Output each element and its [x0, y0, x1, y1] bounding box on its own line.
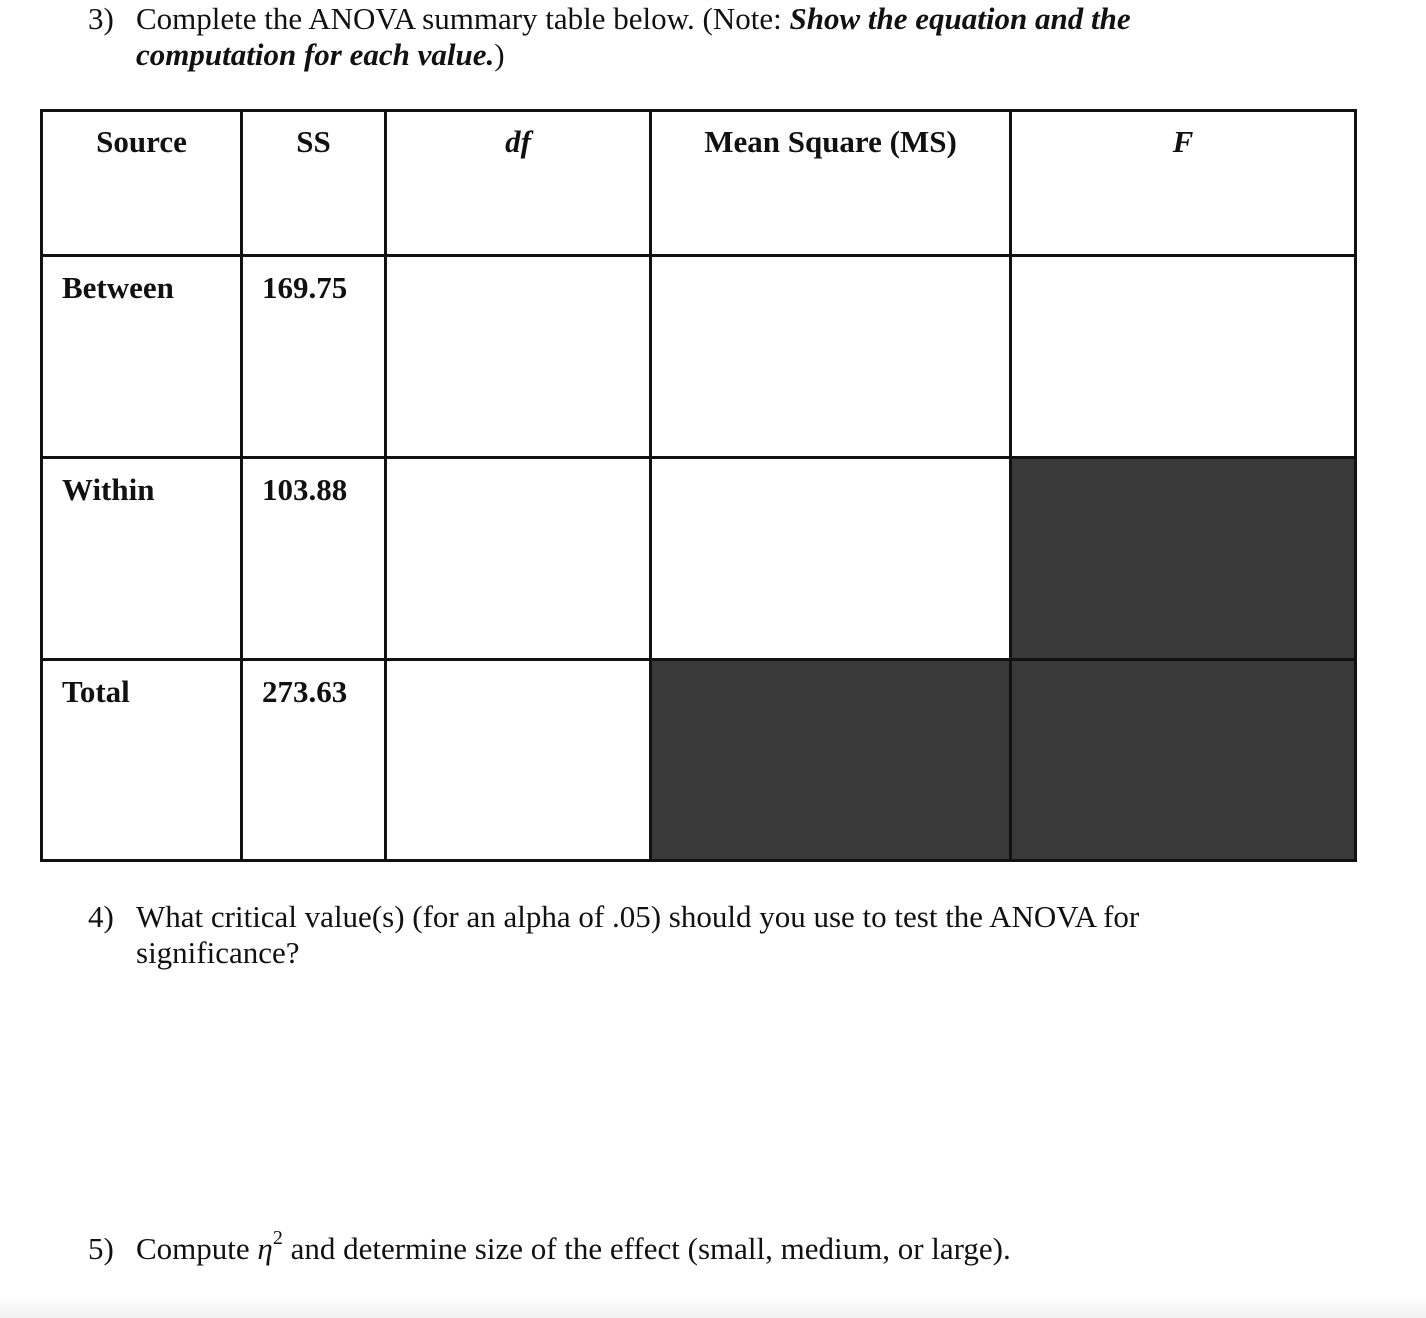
question-3-closing: ) — [494, 37, 505, 72]
table-row — [42, 256, 1356, 458]
question-3-text — [136, 1, 1256, 73]
question-5-text — [136, 1226, 1236, 1267]
question-5-suffix: and determine size of the effect (small, medium, or large). — [282, 1231, 1011, 1266]
cell-df-within[interactable] — [386, 458, 651, 660]
header-mean-square: Mean Square (MS) — [651, 111, 1011, 256]
cell-ms-total-shaded — [651, 660, 1011, 861]
cell-df-total[interactable] — [386, 660, 651, 861]
cell-f-within-shaded — [1011, 458, 1356, 660]
anova-summary-table — [40, 109, 1357, 862]
cell-f-between[interactable] — [1011, 256, 1356, 458]
cell-df-between[interactable] — [386, 256, 651, 458]
question-5-prefix: Compute — [136, 1231, 258, 1266]
cell-ss-between: 169.75 — [242, 256, 386, 458]
eta-symbol: η — [257, 1231, 273, 1266]
question-4-number: 4) — [88, 899, 114, 934]
cell-f-total-shaded — [1011, 660, 1356, 861]
cell-ms-between[interactable] — [651, 256, 1011, 458]
question-3-emphasis: Show the equation and the computation for each value. — [136, 1, 1131, 72]
cell-source-between: Between — [42, 256, 242, 458]
header-ss: SS — [242, 111, 386, 256]
table-header-row — [42, 111, 1356, 256]
cell-source-total: Total — [42, 660, 242, 861]
table-row — [42, 660, 1356, 861]
header-source: Source — [42, 111, 242, 256]
question-3-number: 3) — [88, 1, 114, 36]
header-df: df — [386, 111, 651, 256]
eta-superscript: 2 — [272, 1226, 283, 1249]
cell-ss-within: 103.88 — [242, 458, 386, 660]
question-3-prompt: Complete the ANOVA summary table below. (Note: — [136, 1, 790, 36]
cell-ss-total: 273.63 — [242, 660, 386, 861]
question-5-number: 5) — [88, 1231, 114, 1266]
table-row — [42, 458, 1356, 660]
cell-source-within: Within — [42, 458, 242, 660]
header-f: F — [1011, 111, 1356, 256]
cell-ms-within[interactable] — [651, 458, 1011, 660]
page-bottom-edge — [0, 1296, 1426, 1318]
question-4-text: What critical value(s) (for an alpha of .05) should you use to test the ANOVA for significance? — [136, 899, 1140, 970]
